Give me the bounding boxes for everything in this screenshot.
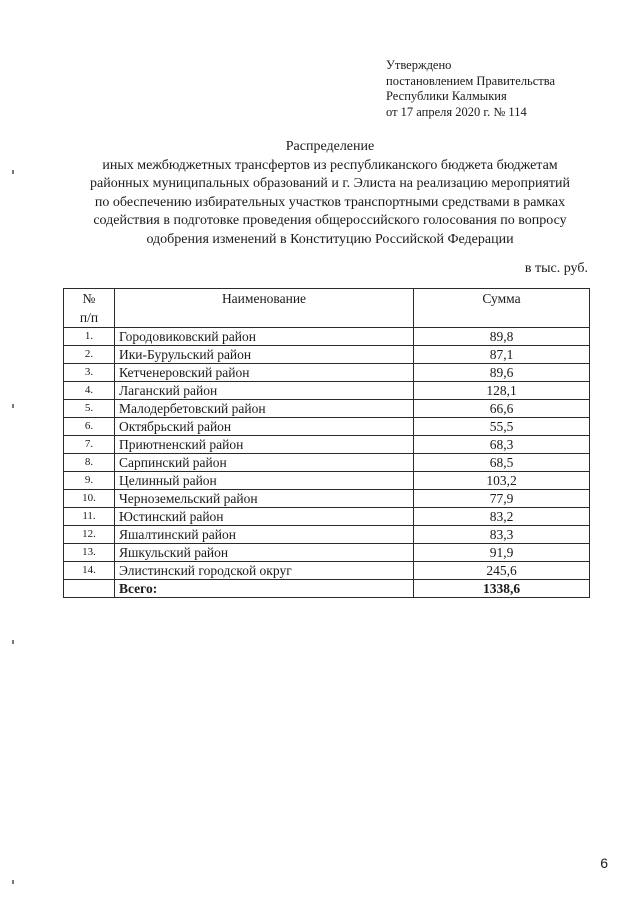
row-num: 6. <box>64 418 115 436</box>
row-name: Городовиковский район <box>115 328 414 346</box>
table-total-row <box>64 580 590 598</box>
table-row <box>64 526 590 544</box>
row-num: 11. <box>64 508 115 526</box>
row-sum: 89,6 <box>414 364 590 382</box>
row-sum: 83,3 <box>414 526 590 544</box>
page-number: 6 <box>600 855 608 871</box>
row-sum: 68,3 <box>414 436 590 454</box>
title-line-3: по обеспечению избирательных участков транспортными средствами в рамках <box>94 194 566 210</box>
scan-speck <box>12 880 14 884</box>
header-num-line-2: п/п <box>79 310 99 325</box>
total-num-empty <box>64 580 115 598</box>
row-sum: 55,5 <box>414 418 590 436</box>
table-row <box>64 544 590 562</box>
row-name: Яшкульский район <box>115 544 414 562</box>
row-num: 4. <box>64 382 115 400</box>
table-row <box>64 508 590 526</box>
row-sum: 128,1 <box>414 382 590 400</box>
row-sum: 245,6 <box>414 562 590 580</box>
row-name: Ики-Бурульский район <box>115 346 414 364</box>
approval-block <box>386 58 555 120</box>
row-name: Малодербетовский район <box>115 400 414 418</box>
scan-speck <box>12 170 14 174</box>
title-heading: Распределение <box>285 139 375 154</box>
row-name: Приютненский район <box>115 436 414 454</box>
table-row <box>64 382 590 400</box>
row-name: Целинный район <box>115 472 414 490</box>
row-num: 5. <box>64 400 115 418</box>
table-row <box>64 436 590 454</box>
row-sum: 83,2 <box>414 508 590 526</box>
row-name: Черноземельский район <box>115 490 414 508</box>
title-line-2: районных муниципальных образований и г. Элиста на реализацию мероприятий <box>89 176 571 191</box>
row-num: 7. <box>64 436 115 454</box>
table-row <box>64 346 590 364</box>
row-name: Элистинский городской округ <box>115 562 414 580</box>
row-name: Кетченеровский район <box>115 364 414 382</box>
header-num-line-1: № <box>82 291 96 306</box>
row-num: 3. <box>64 364 115 382</box>
row-num: 10. <box>64 490 115 508</box>
title-line-5: одобрения изменений в Конституцию Российской Федерации <box>146 231 514 247</box>
table-row <box>64 472 590 490</box>
total-sum: 1338,6 <box>414 580 590 598</box>
header-sum: Сумма <box>414 289 590 328</box>
header-name: Наименование <box>115 289 414 328</box>
approval-line-2: постановлением Правительства <box>386 73 556 88</box>
row-sum: 77,9 <box>414 490 590 508</box>
approval-line-1: Утверждено <box>386 58 452 72</box>
row-name: Яшалтинский район <box>115 526 414 544</box>
row-num: 13. <box>64 544 115 562</box>
row-name: Юстинский район <box>115 508 414 526</box>
total-label: Всего: <box>115 580 414 598</box>
table-row <box>64 490 590 508</box>
row-sum: 68,5 <box>414 454 590 472</box>
row-sum: 89,8 <box>414 328 590 346</box>
row-name: Октябрьский район <box>115 418 414 436</box>
row-name: Сарпинский район <box>115 454 414 472</box>
row-num: 12. <box>64 526 115 544</box>
table-row <box>64 400 590 418</box>
row-num: 14. <box>64 562 115 580</box>
scan-speck <box>12 640 14 644</box>
header-num <box>64 289 115 328</box>
row-sum: 66,6 <box>414 400 590 418</box>
row-sum: 103,2 <box>414 472 590 490</box>
allocation-table <box>63 288 590 598</box>
row-sum: 87,1 <box>414 346 590 364</box>
document-title <box>60 138 600 249</box>
table-row <box>64 418 590 436</box>
table-row <box>64 562 590 580</box>
row-num: 1. <box>64 328 115 346</box>
scan-speck <box>12 404 14 408</box>
row-name: Лаганский район <box>115 382 414 400</box>
row-num: 8. <box>64 454 115 472</box>
units-label: в тыс. руб. <box>524 261 588 276</box>
approval-line-4: от 17 апреля 2020 г. № 114 <box>386 104 527 119</box>
row-num: 9. <box>64 472 115 490</box>
table-header-row <box>64 289 590 328</box>
title-line-4: содействия в подготовке проведения общероссийского голосования по вопросу <box>93 213 567 228</box>
row-num: 2. <box>64 346 115 364</box>
row-sum: 91,9 <box>414 544 590 562</box>
table-row <box>64 454 590 472</box>
table-row <box>64 328 590 346</box>
approval-line-3: Республики Калмыкия <box>386 89 507 103</box>
table-body <box>64 328 590 598</box>
table-row <box>64 364 590 382</box>
title-line-1: иных межбюджетных трансфертов из республиканского бюджета бюджетам <box>102 157 558 173</box>
